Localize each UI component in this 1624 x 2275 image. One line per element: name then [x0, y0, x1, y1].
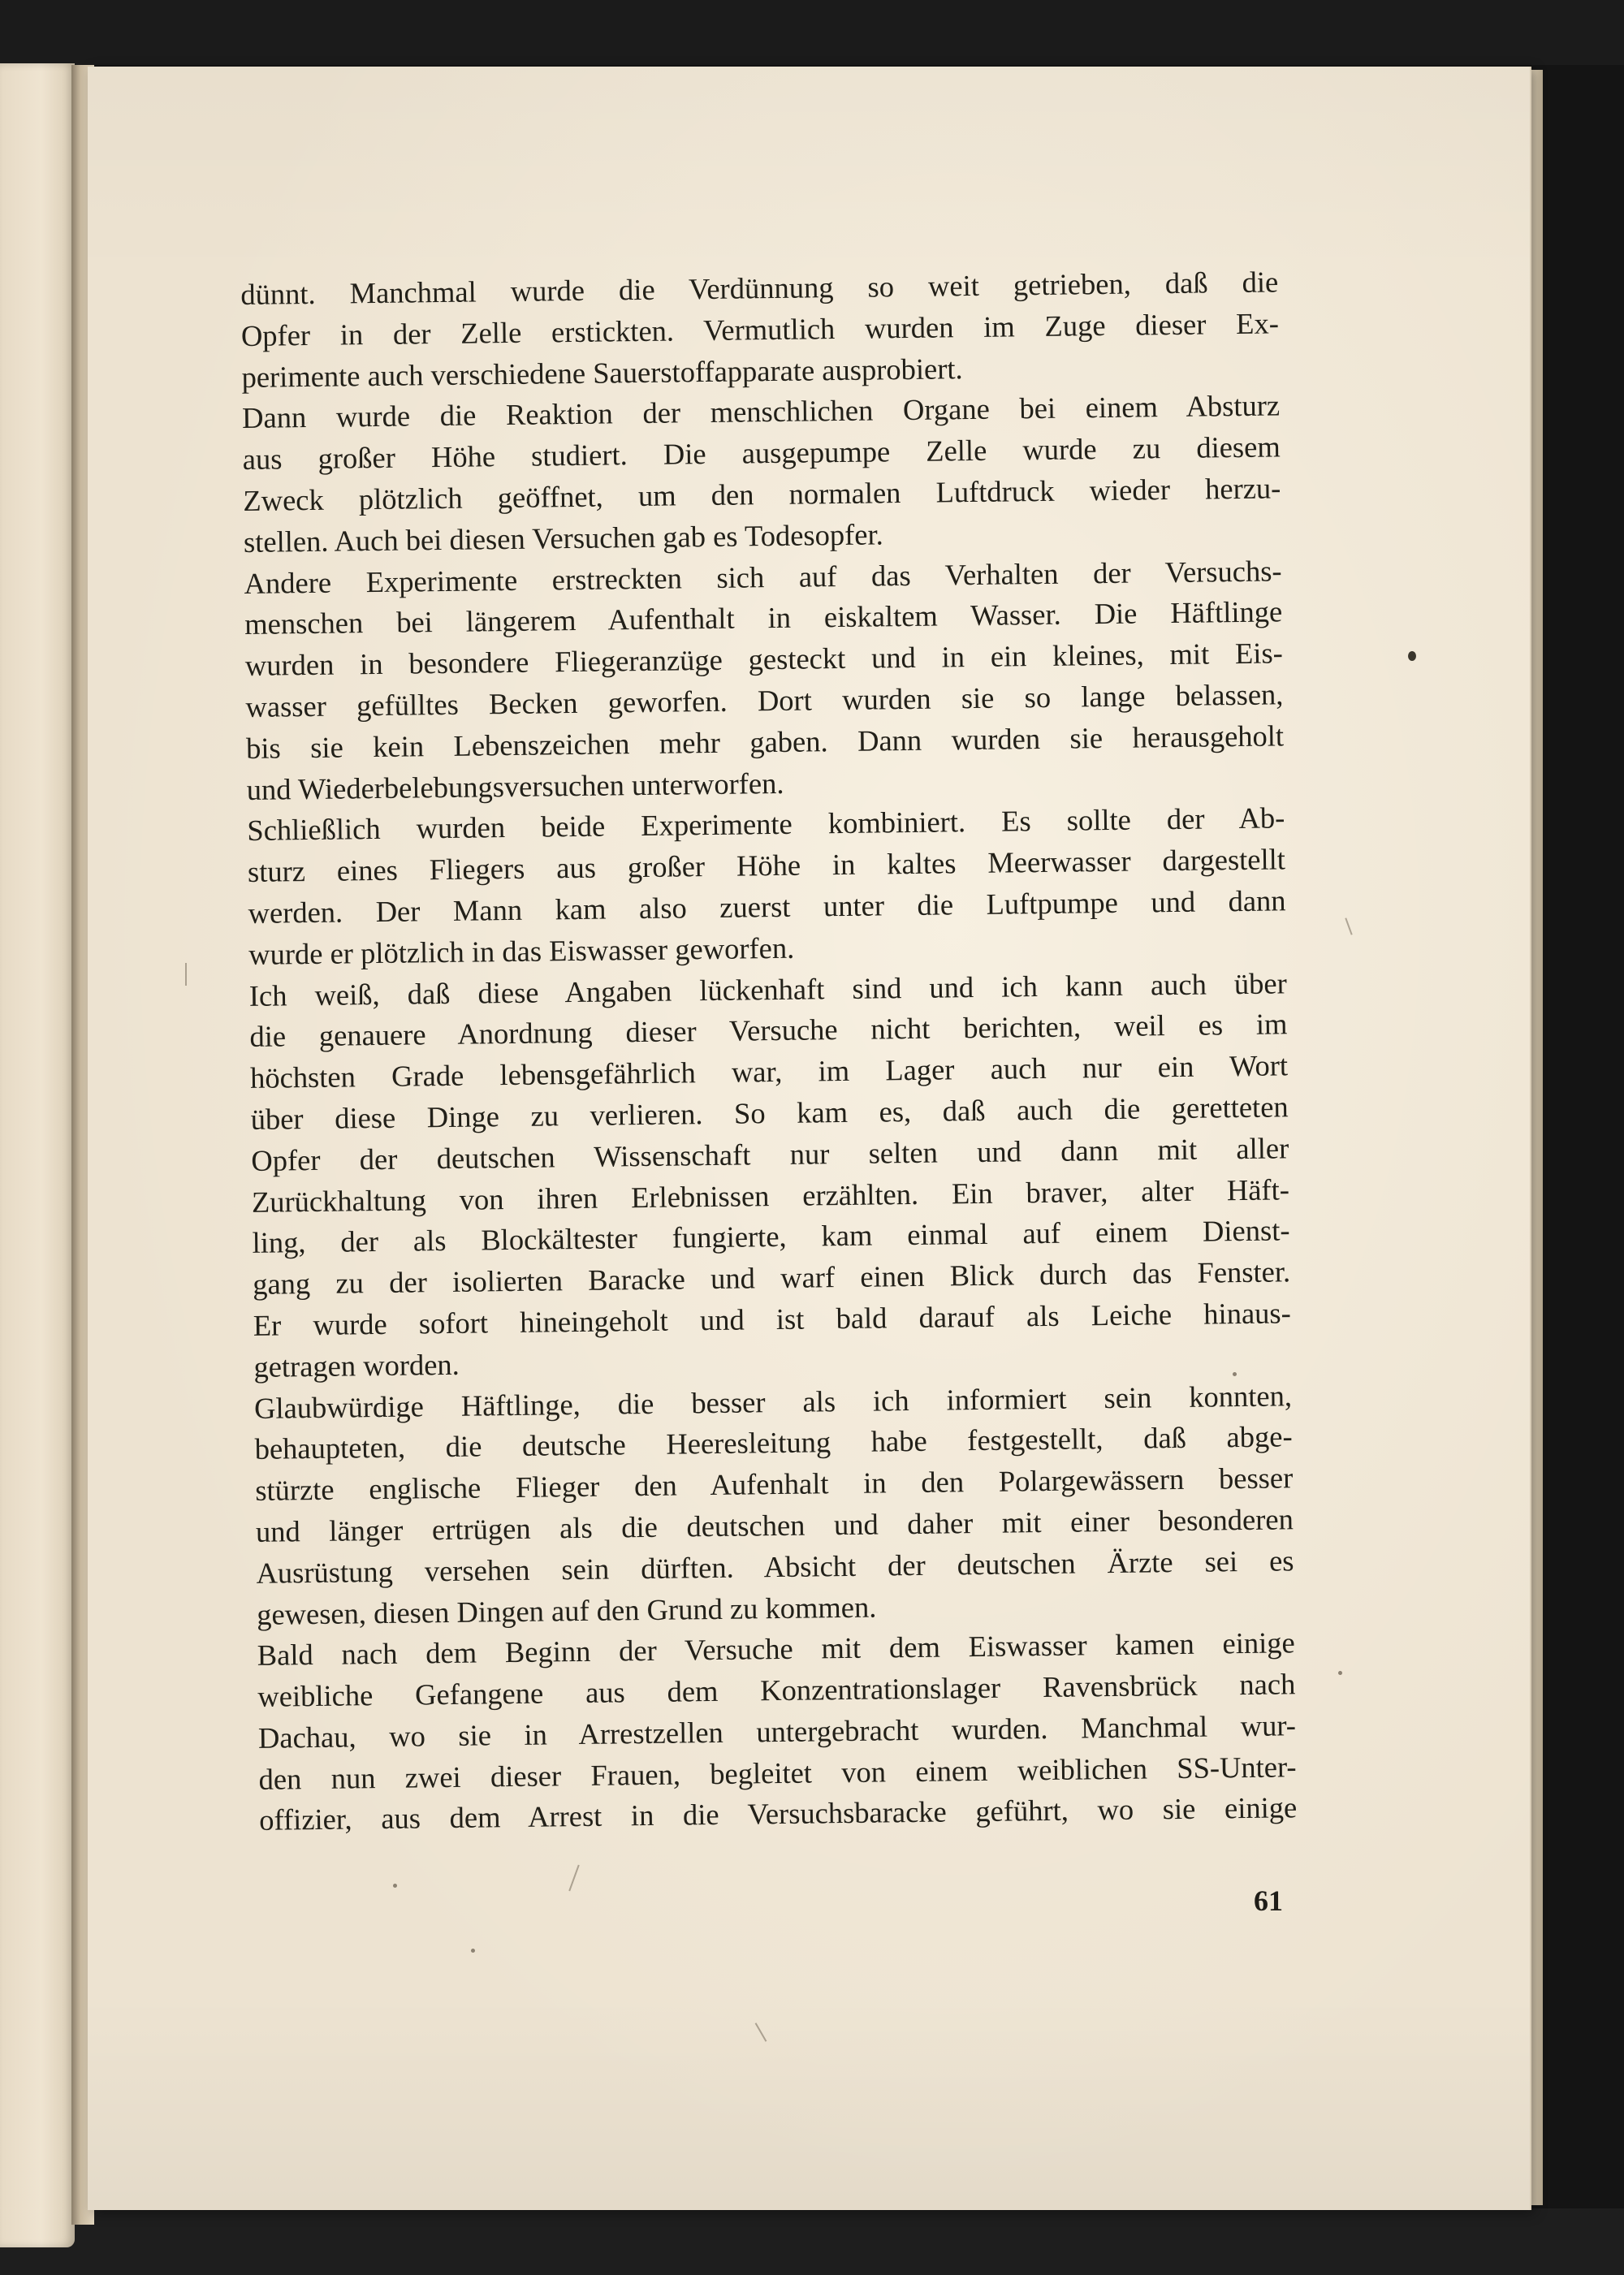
text-line: den nun zwei dieser Frauen, begleitet von einem weiblichen SS-Unter- [258, 1749, 1297, 1796]
facing-page-edge [0, 63, 75, 2247]
text-line: aus großer Höhe studiert. Die ausgepumpe Zelle wurde zu diesem [242, 430, 1281, 477]
text-line: werden. Der Mann kam also zuerst unter die Luftpumpe und dann [248, 883, 1286, 930]
text-line: perimente auch verschiedene Sauerstoffapparate ausprobiert. [241, 351, 963, 394]
text-line: die genauere Anordnung dieser Versuche nicht berichten, weil es im [249, 1007, 1288, 1054]
text-line: sturz eines Fliegers aus großer Höhe in kaltes Meerwasser dargestellt [247, 842, 1286, 889]
text-line: menschen bei längerem Aufenthalt in eiskaltem Wasser. Die Häftlinge [244, 594, 1283, 641]
text-line: wasser gefülltes Becken geworfen. Dort wurden sie so lange belassen, [245, 677, 1284, 723]
text-line: Zweck plötzlich geöffnet, um den normalen Luftdruck wieder herzu- [243, 471, 1281, 517]
page-number: 61 [1254, 1884, 1283, 1917]
text-line: Ich weiß, daß diese Angaben lückenhaft sind und ich kann auch über [248, 965, 1288, 1012]
paper-speck [471, 1949, 475, 1953]
text-line: Dachau, wo sie in Arrestzellen untergebracht wurden. Manchmal wur- [257, 1708, 1297, 1755]
text-line: Schließlich wurden beide Experimente kombiniert. Es sollte der Ab- [247, 801, 1285, 848]
text-line: und Wiederbelebungsversuchen unterworfen. [246, 766, 784, 806]
text-line: stellen. Auch bei diesen Versuchen gab es Todesopfer. [243, 517, 883, 559]
text-line: über diese Dinge zu verlieren. So kam es, daß auch die geretteten [250, 1090, 1289, 1136]
text-line: und länger ertrügen als die deutschen und daher mit einer besonderen [255, 1502, 1294, 1548]
text-line: Dann wurde die Reaktion der menschlichen Organe bei einem Absturz [241, 388, 1281, 435]
scan-background-top [0, 0, 1624, 65]
paper-speck [1338, 1671, 1342, 1675]
scan-background-bottom [0, 2208, 1624, 2275]
text-line: offizier, aus dem Arrest in die Versuchsbaracke geführt, wo sie einige [259, 1790, 1298, 1837]
text-line: Bald nach dem Beginn der Versuche mit dem Eiswasser kamen einige [257, 1625, 1295, 1673]
page-stack-edge [1528, 70, 1543, 2205]
text-line: Zurückhaltung von ihren Erlebnissen erzählten. Ein braver, alter Häft- [251, 1172, 1290, 1219]
paper-speck [1233, 1372, 1237, 1376]
paper-scratch [185, 963, 187, 986]
text-line: wurde er plötzlich in das Eiswasser geworfen. [248, 930, 795, 971]
text-line: Er wurde sofort hineingeholt und ist bald darauf als Leiche hinaus- [253, 1296, 1291, 1342]
text-line: gewesen, diesen Dingen auf den Grund zu kommen. [256, 1590, 877, 1631]
text-line: behaupteten, die deutsche Heeresleitung habe festgestellt, daß abge- [254, 1419, 1293, 1466]
paper-speck [393, 1884, 397, 1888]
text-line: getragen worden. [253, 1347, 460, 1384]
text-line: gang zu der isolierten Baracke und warf einen Blick durch das Fenster. [252, 1254, 1291, 1302]
paper-speck [1408, 651, 1416, 661]
text-line: stürzte englische Flieger den Aufenhalt in den Polargewässern besser [255, 1461, 1294, 1507]
text-line: weibliche Gefangene aus dem Konzentrationslager Ravensbrück nach [257, 1667, 1296, 1713]
text-line: ling, der als Blockältester fungierte, kam einmal auf einem Dienst- [252, 1213, 1290, 1260]
text-line: bis sie kein Lebenszeichen mehr gaben. Dann wurden sie herausgeholt [245, 719, 1285, 765]
text-line: Ausrüstung versehen sein dürften. Absicht der deutschen Ärzte sei es [256, 1543, 1294, 1590]
text-line: Opfer in der Zelle erstickten. Vermutlich wurden im Zuge dieser Ex- [240, 306, 1280, 352]
text-line: dünnt. Manchmal wurde die Verdünnung so weit getrieben, daß die [240, 265, 1279, 311]
text-line: wurden in besondere Fliegeranzüge gesteckt und in ein kleines, mit Eis- [244, 636, 1284, 683]
text-line: Andere Experimente erstreckten sich auf das Verhalten der Versuchs- [244, 553, 1282, 600]
text-line: Glaubwürdige Häftlinge, die besser als ich informiert sein konnten, [253, 1378, 1293, 1425]
body-text [240, 261, 1297, 1841]
text-line: höchsten Grade lebensgefährlich war, im Lager auch nur ein Wort [249, 1048, 1289, 1095]
text-line: Opfer der deutschen Wissenschaft nur selten und dann mit aller [251, 1131, 1289, 1177]
